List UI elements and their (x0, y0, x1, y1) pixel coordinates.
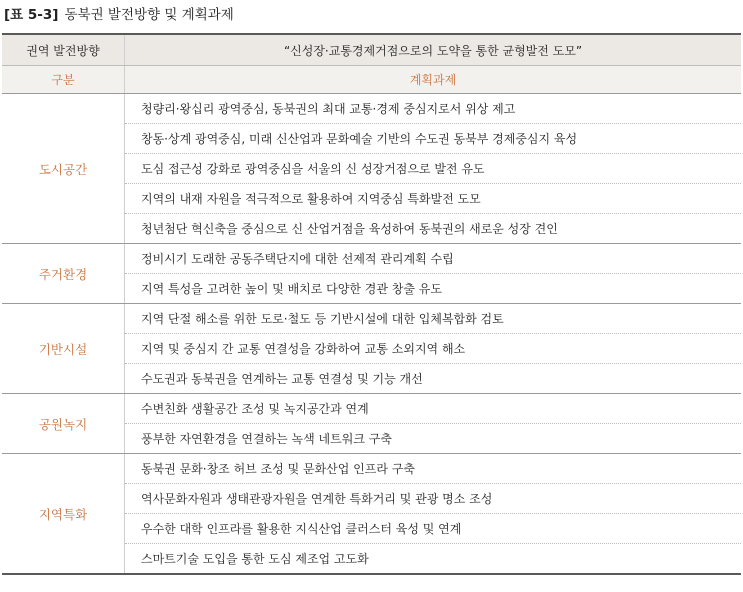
category-cell: 공원녹지 (2, 394, 125, 454)
table-row (2, 94, 741, 124)
task-cell: 수도권과 동북권을 연계하는 교통 연결성 및 기능 개선 (125, 364, 742, 394)
table-row (2, 394, 741, 424)
table-title: 동북권 발전방향 및 계획과제 (64, 7, 234, 23)
subheader-row (2, 66, 741, 94)
header-direction-value: “신성장·교통경제거점으로의 도약을 통한 균형발전 도모” (125, 34, 742, 66)
category-cell: 기반시설 (2, 304, 125, 394)
subheader-tasks: 계획과제 (125, 66, 742, 94)
task-cell: 도심 접근성 강화로 광역중심을 서울의 신 성장거점으로 발전 유도 (125, 154, 742, 184)
table-row (2, 454, 741, 484)
subheader-category: 구분 (2, 66, 125, 94)
task-cell: 지역 단절 해소를 위한 도로·철도 등 기반시설에 대한 입체복합화 검토 (125, 304, 742, 334)
table-caption (4, 3, 234, 27)
header-direction-label: 권역 발전방향 (2, 34, 125, 66)
task-cell: 동북권 문화·창조 허브 조성 및 문화산업 인프라 구축 (125, 454, 742, 484)
task-cell: 풍부한 자연환경을 연결하는 녹색 네트워크 구축 (125, 424, 742, 454)
task-cell: 지역 특성을 고려한 높이 및 배치로 다양한 경관 창출 유도 (125, 274, 742, 304)
category-cell: 도시공간 (2, 94, 125, 244)
category-cell: 지역특화 (2, 454, 125, 575)
plan-table (2, 33, 741, 575)
task-cell: 스마트기술 도입을 통한 도심 제조업 고도화 (125, 544, 742, 575)
task-cell: 청년첨단 혁신축을 중심으로 신 산업거점을 육성하여 동북권의 새로운 성장 견인 (125, 214, 742, 244)
table-row (2, 304, 741, 334)
task-cell: 우수한 대학 인프라를 활용한 지식산업 클러스터 육성 및 연계 (125, 514, 742, 544)
task-cell: 지역 및 중심지 간 교통 연결성을 강화하여 교통 소외지역 해소 (125, 334, 742, 364)
task-cell: 창동·상계 광역중심, 미래 신산업과 문화예술 기반의 수도권 동북부 경제중심지 육성 (125, 124, 742, 154)
task-cell: 역사문화자원과 생태관광자원을 연계한 특화거리 및 관광 명소 조성 (125, 484, 742, 514)
table-row (2, 244, 741, 274)
category-cell: 주거환경 (2, 244, 125, 304)
task-cell: 수변친화 생활공간 조성 및 녹지공간과 연계 (125, 394, 742, 424)
table-number: [표 5-3] (4, 7, 59, 23)
task-cell: 청량리·왕십리 광역중심, 동북권의 최대 교통·경제 중심지로서 위상 제고 (125, 94, 742, 124)
task-cell: 정비시기 도래한 공동주택단지에 대한 선제적 관리계획 수립 (125, 244, 742, 274)
task-cell: 지역의 내재 자원을 적극적으로 활용하여 지역중심 특화발전 도모 (125, 184, 742, 214)
header-row (2, 34, 741, 66)
